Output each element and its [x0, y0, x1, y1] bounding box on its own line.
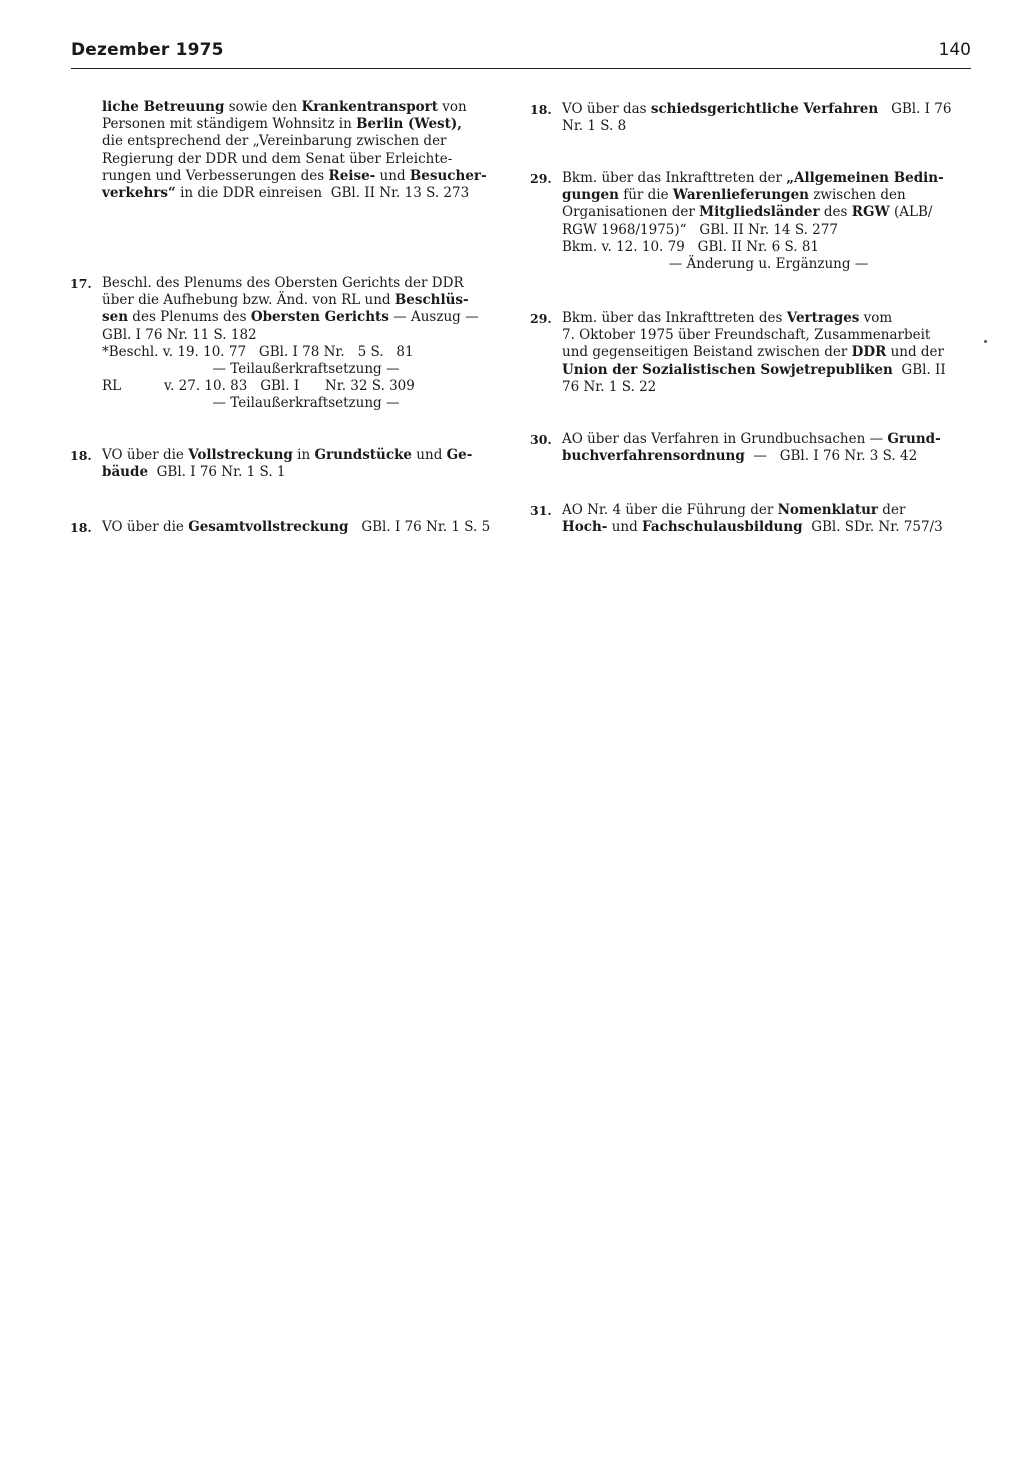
entry-number: 29.: [530, 311, 552, 326]
text-line: [562, 239, 975, 256]
bold-text: schiedsgerichtliche Verfahren: [650, 101, 879, 117]
bold-text: Ge-: [446, 447, 473, 463]
text-line: [102, 99, 510, 116]
bold-text: RGW: [851, 204, 890, 221]
text-line: [102, 378, 510, 395]
text-run: VO über die: [102, 519, 189, 535]
entry-29-vertrag: [530, 310, 975, 396]
text-run: und gegenseitigen Beistand zwischen der: [562, 344, 852, 361]
text-run: des Plenums des: [128, 309, 251, 326]
entry-17: [70, 275, 510, 413]
text-run: Personen mit ständigem Wohnsitz in: [102, 116, 357, 133]
bold-text: Reise-: [328, 167, 376, 184]
text-line: [562, 101, 975, 118]
text-run: 7. Oktober 1975 über Freundschaft, Zusammenarbeit: [562, 327, 931, 344]
entry-body: [562, 101, 975, 135]
text-run: *Beschl. v. 19. 10. 77 GBl. I 78 Nr. 5 S. 81: [102, 343, 414, 360]
text-run: VO über die: [102, 447, 189, 463]
text-line: [562, 362, 975, 379]
bold-text: Obersten Gerichts: [250, 309, 389, 326]
text-line: [562, 502, 975, 519]
text-line: [102, 116, 510, 133]
text-run: VO über das: [562, 101, 651, 117]
text-run: 76 Nr. 1 S. 22: [562, 378, 657, 395]
text-run: und der: [886, 344, 944, 361]
text-run: RGW 1968/1975)“ GBl. II Nr. 14 S. 277: [562, 221, 838, 238]
text-line: [562, 187, 975, 204]
text-line: [102, 168, 510, 185]
text-run: — GBl. I 76 Nr. 3 S. 42: [744, 448, 918, 465]
text-run: (ALB/: [889, 204, 933, 221]
text-line: [562, 310, 975, 327]
text-run: von: [438, 99, 467, 115]
text-run: Regierung der DDR und dem Senat über Erleichte-: [102, 150, 453, 167]
text-run: und: [412, 447, 447, 463]
text-line: [562, 204, 975, 221]
entry-31: [530, 502, 975, 536]
text-line: [102, 464, 510, 481]
text-run: AO über das Verfahren in Grundbuchsachen —: [562, 431, 888, 447]
text-line: [562, 448, 975, 465]
bold-text: Beschlüs-: [394, 292, 469, 309]
text-run: und: [375, 167, 410, 184]
entry-18-vollstreckung: [70, 447, 510, 481]
text-run: Bkm. über das Inkrafttreten der: [562, 170, 787, 186]
text-line: [102, 395, 510, 412]
text-line: [102, 447, 510, 464]
text-run: die entsprechend der „Vereinbarung zwischen der: [102, 133, 447, 150]
entry-number: 18.: [70, 520, 92, 535]
text-run: GBl. I 76 Nr. 1 S. 5: [348, 519, 491, 535]
text-line: [562, 519, 975, 536]
text-run: zwischen den: [808, 187, 906, 204]
text-run: Beschl. des Plenums des Obersten Gerichts der DDR: [102, 275, 464, 291]
text-run: in die DDR einreisen GBl. II Nr. 13 S. 273: [175, 185, 470, 202]
page-header: [71, 38, 971, 69]
text-run: — Änderung u. Ergänzung —: [668, 256, 869, 273]
text-line: [102, 361, 510, 378]
text-line: [102, 327, 510, 344]
continuation-entry: [70, 99, 510, 202]
bold-text: Grundstücke: [314, 447, 413, 463]
bold-text: Union der Sozialistischen Sowjetrepubliken: [562, 361, 893, 378]
text-line: [562, 256, 975, 273]
text-run: und: [607, 519, 643, 536]
text-line: [102, 344, 510, 361]
bold-text: „Allgemeinen Bedin-: [786, 170, 944, 186]
bold-text: gungen: [562, 187, 619, 204]
entry-body: [562, 431, 975, 465]
entry-number: 29.: [530, 171, 552, 186]
text-run: Organisationen der: [562, 204, 700, 221]
entry-body: [102, 447, 510, 481]
text-run: RL v. 27. 10. 83 GBl. I Nr. 32 S. 309: [102, 378, 415, 395]
text-run: Bkm. v. 12. 10. 79 GBl. II Nr. 6 S. 81: [562, 238, 820, 255]
entry-29-warenlieferungen: [530, 170, 975, 273]
text-line: [102, 519, 510, 536]
text-run: GBl. I 76 Nr. 11 S. 182: [102, 326, 257, 343]
text-line: [102, 309, 510, 326]
entry-body: [102, 99, 510, 202]
header-date: Dezember 1975: [71, 40, 224, 60]
scan-speck: [984, 340, 987, 343]
bold-text: sen: [102, 309, 129, 326]
text-run: GBl. II: [892, 361, 946, 378]
bold-text: bäude: [102, 464, 149, 481]
bold-text: buchverfahrensordnung: [562, 448, 745, 465]
text-line: [102, 275, 510, 292]
text-run: für die: [618, 187, 673, 204]
bold-text: Mitgliedsländer: [699, 204, 820, 221]
text-line: [562, 431, 975, 448]
text-run: rungen und Verbesserungen des: [102, 167, 329, 184]
bold-text: Vollstreckung: [188, 447, 293, 463]
text-run: GBl. I 76: [878, 101, 952, 117]
entry-body: [562, 502, 975, 536]
text-run: über die Aufhebung bzw. Änd. von RL und: [102, 292, 395, 309]
bold-text: Warenlieferungen: [672, 187, 809, 204]
text-run: sowie den: [224, 99, 302, 115]
text-run: GBl. I 76 Nr. 1 S. 1: [148, 464, 286, 481]
text-run: — Auszug —: [388, 309, 479, 326]
entry-body: [102, 275, 510, 413]
entry-number: 17.: [70, 276, 92, 291]
text-run: Nr. 1 S. 8: [562, 118, 627, 135]
bold-text: Hoch-: [562, 519, 608, 536]
text-run: in: [292, 447, 315, 463]
text-run: GBl. SDr. Nr. 757/3: [802, 519, 943, 536]
text-run: vom: [859, 310, 893, 326]
bold-text: Fachschulausbildung: [642, 519, 803, 536]
text-line: [562, 344, 975, 361]
entry-body: [562, 310, 975, 396]
bold-text: liche Betreuung: [102, 99, 225, 115]
text-run: AO Nr. 4 über die Führung der: [562, 502, 778, 518]
entry-body: [102, 519, 510, 536]
text-run: des: [819, 204, 852, 221]
text-run: — Teilaußerkraftsetzung —: [212, 395, 400, 412]
text-line: [562, 327, 975, 344]
bold-text: Berlin (West),: [356, 116, 462, 133]
entry-30: [530, 431, 975, 465]
page-number: 140: [938, 40, 971, 60]
bold-text: Besucher-: [409, 167, 487, 184]
entry-number: 18.: [530, 102, 552, 117]
bold-text: Grund-: [887, 431, 941, 447]
entry-18-schiedsgericht: [530, 101, 975, 135]
bold-text: Nomenklatur: [777, 502, 879, 518]
bold-text: Vertrages: [786, 310, 860, 326]
bold-text: verkehrs“: [102, 185, 176, 202]
entry-body: [562, 170, 975, 273]
text-line: [562, 170, 975, 187]
entry-18-gesamtvollstreckung: [70, 519, 510, 536]
text-line: [562, 379, 975, 396]
bold-text: DDR: [851, 344, 887, 361]
text-line: [562, 222, 975, 239]
text-line: [562, 118, 975, 135]
text-run: der: [878, 502, 906, 518]
text-line: [102, 292, 510, 309]
entry-number: 18.: [70, 448, 92, 463]
entry-number: 31.: [530, 503, 552, 518]
bold-text: Gesamtvollstreckung: [188, 519, 349, 535]
text-run: Bkm. über das Inkrafttreten des: [562, 310, 787, 326]
text-run: — Teilaußerkraftsetzung —: [212, 361, 400, 378]
text-line: [102, 151, 510, 168]
text-line: [102, 185, 510, 202]
bold-text: Krankentransport: [301, 99, 439, 115]
text-line: [102, 133, 510, 150]
entry-number: 30.: [530, 432, 552, 447]
